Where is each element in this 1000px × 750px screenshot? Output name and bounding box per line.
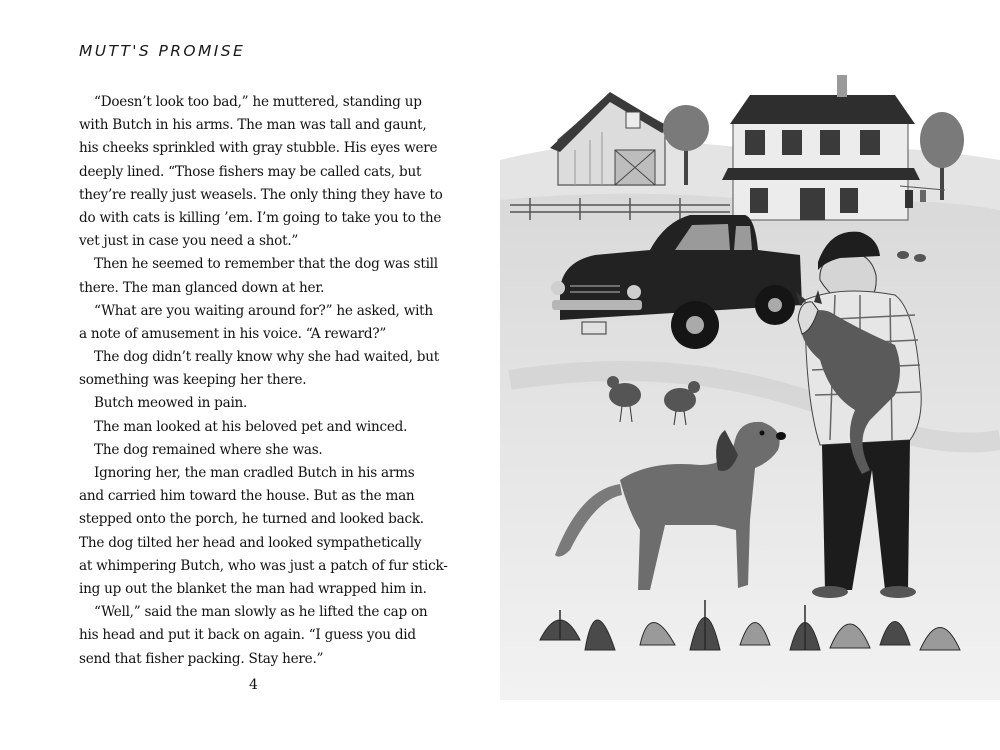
text-line: vet just in case you need a shot.” <box>79 233 299 250</box>
text-line: “Well,” said the man slowly as he lifted the cap on <box>94 604 428 621</box>
farmhouse <box>722 75 945 220</box>
text-line: a note of amusement in his voice. “A reward?” <box>79 325 387 342</box>
running-head: MUTT'S PROMISE <box>79 42 246 60</box>
text-line: ing up out the blanket the man had wrapped him in. <box>79 580 427 597</box>
text-line: Ignoring her, the man cradled Butch in his arms <box>94 465 415 481</box>
right-page <box>500 0 1000 750</box>
text-line: with Butch in his arms. The man was tall and gaunt, <box>79 117 427 134</box>
text-line: The man looked at his beloved pet and winced. <box>94 418 408 435</box>
text-line: send that fisher packing. Stay here.” <box>79 650 324 667</box>
text-line: The dog didn’t really know why she had waited, but <box>94 349 439 366</box>
text-line: something was keeping her there. <box>79 372 307 389</box>
text-line: they’re really just weasels. The only thing they have to <box>79 186 443 203</box>
text-line: Butch meowed in pain. <box>94 395 248 412</box>
text-line: do with cats is killing ’em. I’m going to take you to the <box>79 209 442 226</box>
text-line: at whimpering Butch, who was just a patch of fur stick- <box>79 557 448 574</box>
text-line: his head and put it back on again. “I guess you did <box>79 627 416 644</box>
barn <box>550 92 670 185</box>
text-line: deeply lined. “Those fishers may be called cats, but <box>79 163 422 180</box>
text-line: there. The man glanced down at her. <box>79 279 325 296</box>
text-line: stepped onto the porch, he turned and looked back. <box>79 511 424 528</box>
text-line: Then he seemed to remember that the dog was still <box>94 256 438 273</box>
page-number: 4 <box>249 677 258 693</box>
farm-illustration <box>500 0 1000 750</box>
text-line: and carried him toward the house. But as the man <box>79 488 415 505</box>
body-text <box>79 91 448 671</box>
text-line: his cheeks sprinkled with gray stubble. His eyes were <box>79 140 438 157</box>
text-line: “What are you waiting around for?” he asked, with <box>94 302 433 319</box>
text-line: “Doesn’t look too bad,” he muttered, standing up <box>94 94 422 110</box>
text-line: The dog tilted her head and looked sympathetically <box>79 534 422 551</box>
text-line: The dog remained where she was. <box>94 441 323 458</box>
